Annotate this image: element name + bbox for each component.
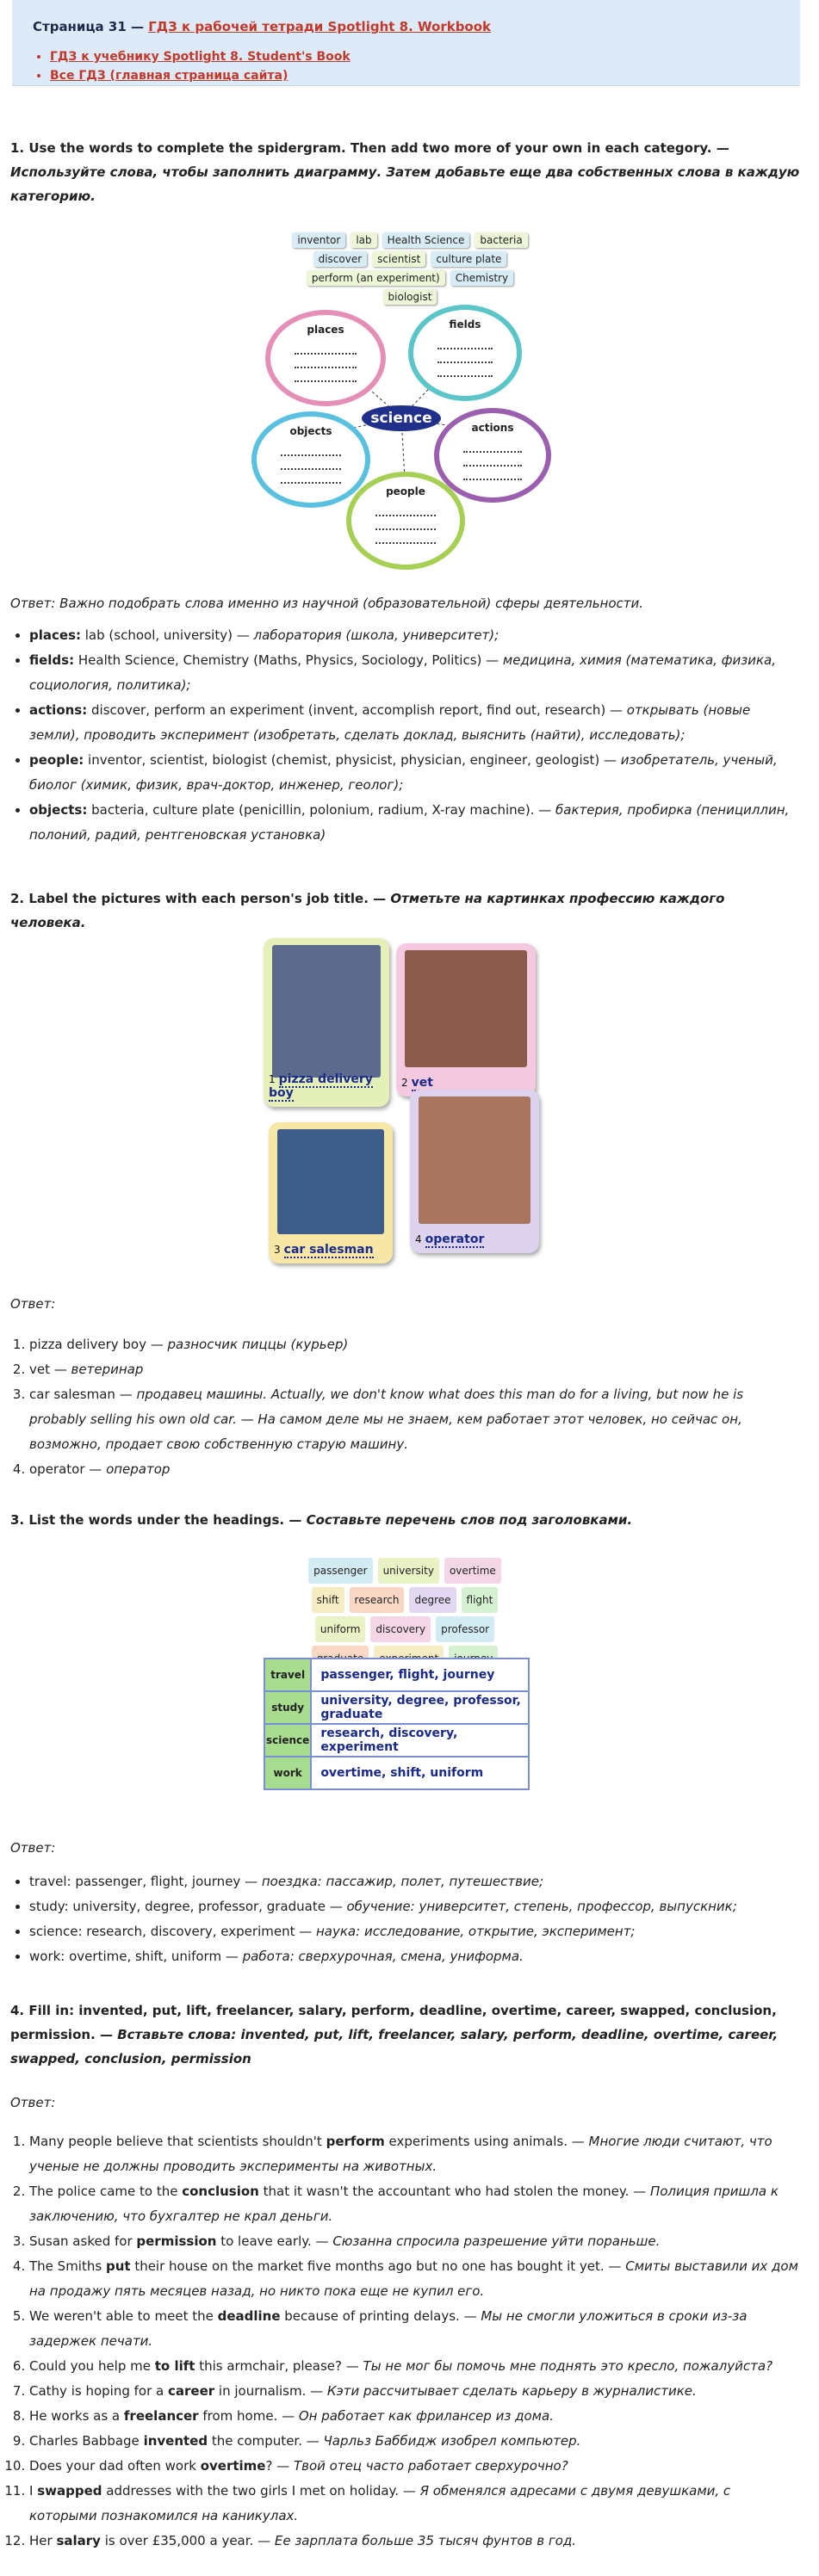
all-gdz-link[interactable]: Все ГДЗ (главная страница сайта): [50, 69, 289, 83]
list-item: 3. car salesman — продавец машины. Actually, we don't know what does this man do for a living, but now he is probably selling his own old car. — На самом деле мы не знаем, кем работает этот человек, но сейчас он, возможно, продает свою собственную старую машину.: [29, 1382, 800, 1457]
answer-intro: Ответ: Важно подобрать слова именно из научной (образовательной) сферы деятельности.: [10, 596, 644, 611]
answer-label: Ответ:: [10, 2095, 56, 2110]
header-box: [12, 0, 800, 86]
word-chip: passenger: [308, 1558, 372, 1584]
list-item: 12. Her salary is over £35,000 a year. — Ее зарплата больше 35 тысяч фунтов в год.: [29, 2529, 800, 2554]
list-item: 8. He works as a freelancer from home. — Он работает как фрилансер из дома.: [29, 2404, 800, 2429]
word-chip: shift: [312, 1587, 344, 1613]
list-item: • places: lab (school, university) — лаборатория (школа, университет);: [29, 623, 800, 648]
answer-list: [10, 623, 800, 848]
list-item: 2. vet — ветеринар: [29, 1357, 800, 1382]
word-chip: Health Science: [382, 232, 470, 248]
exercise-2-answer: [0, 1296, 819, 1482]
table-row: study university, degree, professor, graduate: [264, 1691, 529, 1724]
workbook-link[interactable]: ГДЗ к рабочей тетради Spotlight 8. Workbook: [148, 19, 492, 34]
header-link-item: [50, 50, 781, 64]
answer-label: Ответ:: [10, 1840, 56, 1856]
table-row: work overtime, shift, uniform: [264, 1757, 529, 1789]
actions-bubble: actions: [434, 408, 551, 503]
list-item: 4. The Smiths put their house on the market five months ago but no one has bought it yet. — Смиты выставили их дом на продажу пять месяцев назад, но никто пока еще не купил его.: [29, 2254, 800, 2304]
header-links: [33, 50, 781, 83]
words-table: [264, 1658, 530, 1790]
list-item: 7. Cathy is hoping for a career in journalism. — Кэти рассчитывает сделать карьеру в журналистике.: [29, 2379, 800, 2404]
list-item: • travel: passenger, flight, journey — поездка: пассажир, полет, путешествие;: [29, 1869, 800, 1894]
word-chip: discover: [313, 251, 368, 267]
answer-label: Ответ:: [10, 1296, 56, 1312]
table-row: travel passenger, flight, journey: [264, 1659, 529, 1691]
word-chip: bacteria: [475, 232, 527, 248]
word-chip: Chemistry: [450, 270, 513, 286]
word-chip: scientist: [372, 251, 425, 267]
word-chip: university: [378, 1558, 439, 1584]
list-item: 10. Does your dad often work overtime? — Твой отец часто работает сверхурочно?: [29, 2454, 800, 2479]
list-item: 11. I swapped addresses with the two girls I met on holiday. — Я обменялся адресами с двумя девушками, с которыми познакомился на каникулах.: [29, 2479, 800, 2529]
list-item: • actions: discover, perform an experiment (invent, accomplish report, find out, research) — открывать (новые земли), проводить эксперимент (изобретать, сделать доклад, выяснить (найти), исследовать);: [29, 698, 800, 748]
exercise-3-answer: [0, 1840, 819, 1969]
word-chips: [301, 1556, 508, 1673]
word-chip: biologist: [383, 289, 437, 305]
exercise-1-question: 1. Use the words to complete the spidergram. Then add two more of your own in each category. — Используйте слова, чтобы заполнить диаграмму. Затем добавьте еще два собственных слова в каждую категорию.: [10, 140, 800, 204]
exercise-1-answer: [0, 596, 819, 848]
list-item: 1. pizza delivery boy — разносчик пиццы (курьер): [29, 1332, 800, 1357]
students-book-link[interactable]: ГДЗ к учебнику Spotlight 8. Student's Book: [50, 50, 351, 64]
table-row: science research, discovery, experiment: [264, 1724, 529, 1757]
job-card: 4 operator: [410, 1090, 539, 1253]
word-chip: perform (an experiment): [307, 270, 445, 286]
exercise-4-question: 4. Fill in: invented, put, lift, freelancer, salary, perform, deadline, overtime, career, swapped, conclusion, permission. — Вставьте слова: invented, put, lift, freelancer, salary, perform, deadline, overtime, career, swapped, conclusion, permission: [10, 2003, 779, 2066]
list-item: 6. Could you help me to lift this armchair, please? — Ты не мог бы помочь мне поднять это кресло, пожалуйста?: [29, 2354, 800, 2379]
word-chip: professor: [436, 1616, 494, 1642]
answer-list: [10, 1869, 800, 1969]
list-item: • fields: Health Science, Chemistry (Maths, Physics, Sociology, Politics) — медицина, химия (математика, физика, социология, политика);: [29, 648, 800, 698]
word-chip: degree: [409, 1587, 456, 1613]
job-cards-image: [0, 938, 819, 1265]
page-prefix: Страница 31 —: [33, 19, 144, 34]
science-center: science: [362, 405, 441, 431]
list-words-image: [0, 1551, 819, 1818]
header-link-item: [50, 69, 781, 83]
job-card: 1 pizza delivery boy: [264, 938, 389, 1107]
list-item: 9. Charles Babbage invented the computer. — Чарльз Баббидж изобрел компьютер.: [29, 2429, 800, 2454]
places-bubble: places: [265, 310, 386, 406]
list-item: • work: overtime, shift, uniform — работа: сверхурочная, смена, униформа.: [29, 1944, 800, 1969]
word-chip: discovery: [370, 1616, 431, 1642]
word-chip: culture plate: [431, 251, 506, 267]
word-chip: overtime: [444, 1558, 501, 1584]
list-item: 2. The police came to the conclusion that it wasn't the accountant who had stolen the money. — Полиция пришла к заключению, что бухгалтер не крал деньги.: [29, 2179, 800, 2229]
list-item: • study: university, degree, professor, graduate — обучение: университет, степень, профессор, выпускник;: [29, 1894, 800, 1919]
list-item: 5. We weren't able to meet the deadline because of printing delays. — Мы не смогли уложиться в сроки из-за задержек печати.: [29, 2304, 800, 2354]
exercise-2-question: 2. Label the pictures with each person's job title. — Отметьте на картинках профессию каждого человека.: [10, 891, 725, 930]
spidergram-image: [0, 231, 819, 575]
list-item: 1. Many people believe that scientists shouldn't perform experiments using animals. — Многие люди считают, что ученые не должны проводить эксперименты на животных.: [29, 2129, 800, 2179]
list-item: • science: research, discovery, experiment — наука: исследование, открытие, эксперимент;: [29, 1919, 800, 1944]
exercise-4-answer: [0, 2095, 819, 2554]
list-item: • objects: bacteria, culture plate (penicillin, polonium, radium, X-ray machine). — бактерия, пробирка (пенициллин, полоний, радий, рентгеновская установка): [29, 798, 800, 848]
list-item: • people: inventor, scientist, biologist (chemist, physicist, physician, engineer, geologist) — изобретатель, ученый, биолог (химик, физик, врач-доктор, инженер, геолог);: [29, 748, 800, 798]
job-card: 2 vet: [396, 943, 536, 1096]
word-chip: research: [350, 1587, 405, 1613]
people-bubble: people: [346, 472, 465, 570]
job-card: 3 car salesman: [269, 1122, 393, 1263]
list-item: 3. Susan asked for permission to leave early. — Сюзанна спросила разрешение уйти пораньше.: [29, 2229, 800, 2254]
page-title: [33, 19, 781, 34]
list-item: 4. operator — оператор: [29, 1457, 800, 1482]
answer-list: [10, 1332, 800, 1482]
exercise-3-question: 3. List the words under the headings. — Составьте перечень слов под заголовками.: [10, 1512, 633, 1528]
fields-bubble: fields: [408, 305, 522, 401]
word-chip: uniform: [315, 1616, 366, 1642]
objects-bubble: objects: [251, 411, 370, 508]
word-chip: lab: [351, 232, 376, 248]
answer-list: [10, 2129, 800, 2554]
word-chip: flight: [462, 1587, 499, 1613]
word-chip: inventor: [292, 232, 345, 248]
